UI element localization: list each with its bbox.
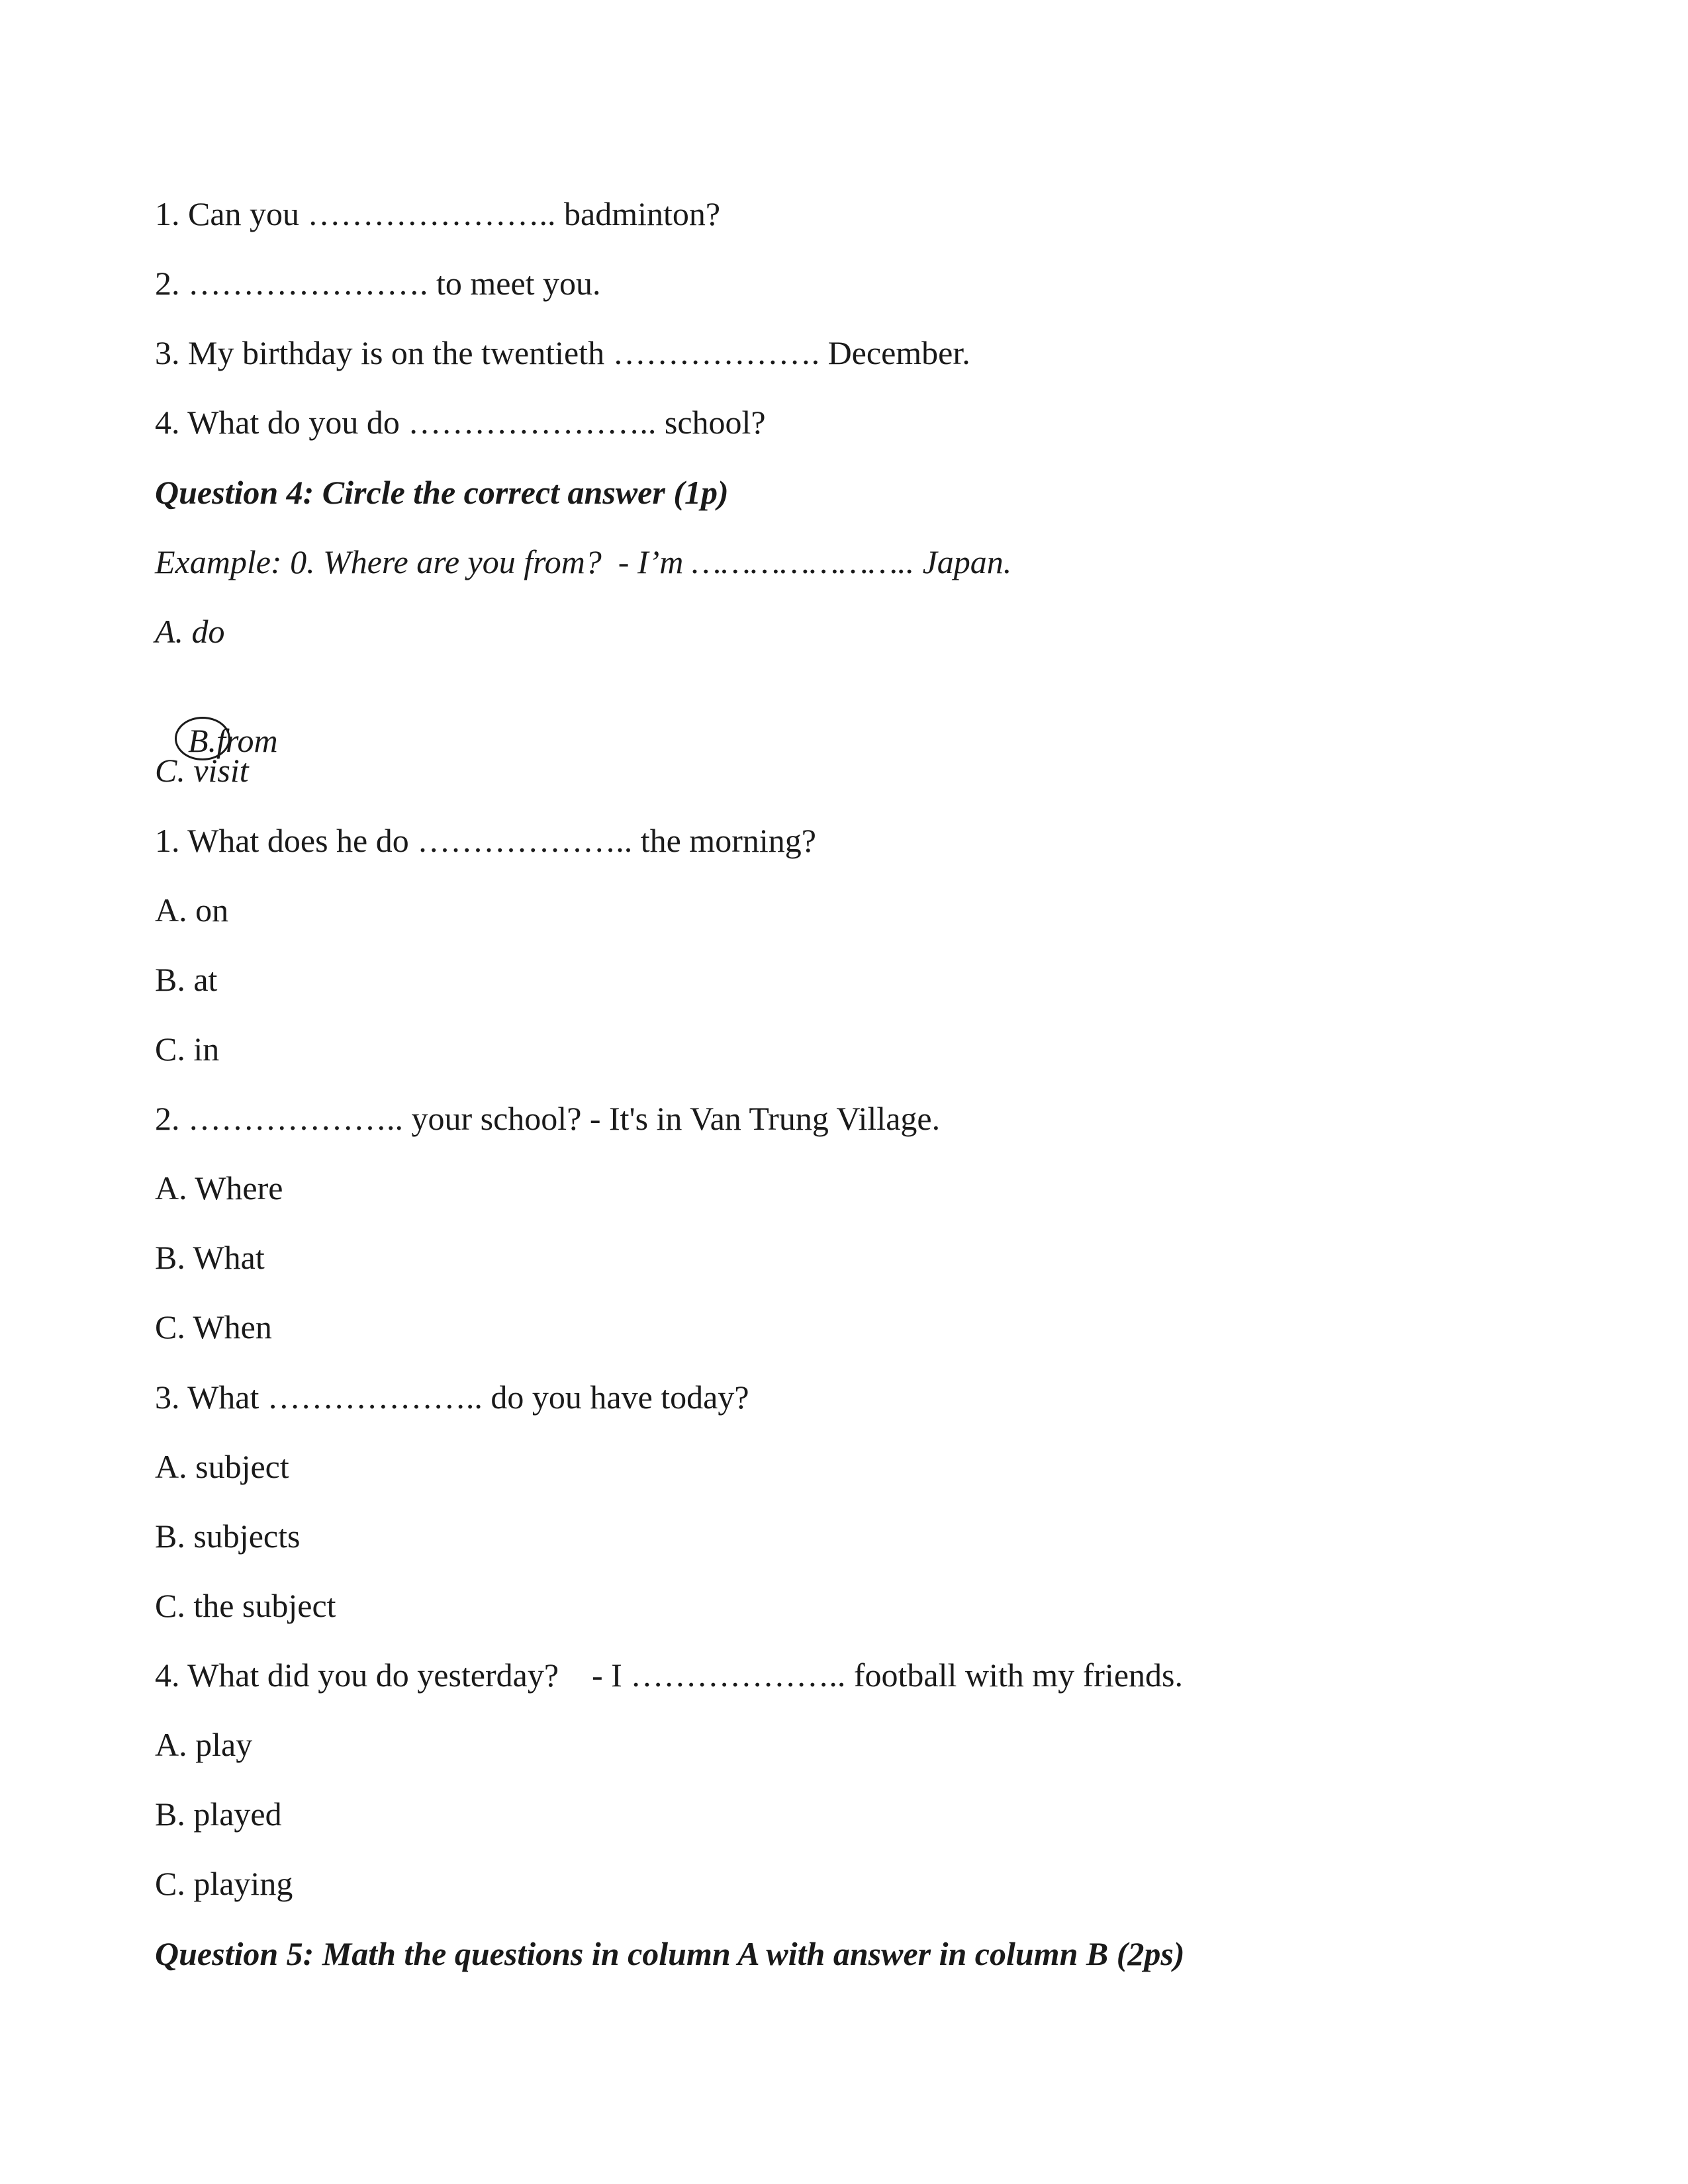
q4-item-4-option-c: C. playing <box>155 1865 293 1902</box>
q4-item-3-option-a: A. subject <box>155 1448 289 1485</box>
q3-item-2: 2. …………………. to meet you. <box>155 265 601 302</box>
q4-item-3-option-b: B. subjects <box>155 1518 301 1555</box>
q4-item-2-option-b: B. What <box>155 1239 265 1276</box>
q3-item-3: 3. My birthday is on the twentieth ………………. December. <box>155 334 970 371</box>
example-option-c: C. visit <box>155 752 249 789</box>
example-option-b-letter: B. <box>188 722 217 759</box>
q4-item-2-question: 2. ……………….. your school? - It's in Van Trung Village. <box>155 1100 941 1137</box>
example-option-a: A. do <box>155 613 225 650</box>
q4-item-1-option-a: A. on <box>155 891 229 929</box>
q4-item-3-question: 3. What ……………….. do you have today? <box>155 1379 749 1416</box>
q4-item-2-option-c: C. When <box>155 1308 272 1345</box>
q3-item-1: 1. Can you ………………….. badminton? <box>155 195 721 232</box>
q4-item-4-question: 4. What did you do yesterday? - I ……………….. football with my friends. <box>155 1657 1183 1694</box>
q4-item-1-option-b: B. at <box>155 961 218 998</box>
example-prompt: Example: 0. Where are you from? - I’m ………………….. Japan. <box>155 543 1012 580</box>
q3-item-4: 4. What do you do ………………….. school? <box>155 404 766 441</box>
q4-item-4-option-b: B. played <box>155 1796 282 1833</box>
q4-item-2-option-a: A. Where <box>155 1169 283 1206</box>
q4-item-4-option-a: A. play <box>155 1726 253 1763</box>
question-5-heading: Question 5: Math the questions in column A with answer in column B (2ps) <box>155 1935 1185 1972</box>
q4-item-1-question: 1. What does he do ……………….. the morning? <box>155 822 816 859</box>
example-option-b-word: from <box>216 722 278 759</box>
q4-item-1-option-c: C. in <box>155 1030 220 1068</box>
question-4-heading: Question 4: Circle the correct answer (1p) <box>155 474 729 511</box>
q4-item-3-option-c: C. the subject <box>155 1587 336 1624</box>
